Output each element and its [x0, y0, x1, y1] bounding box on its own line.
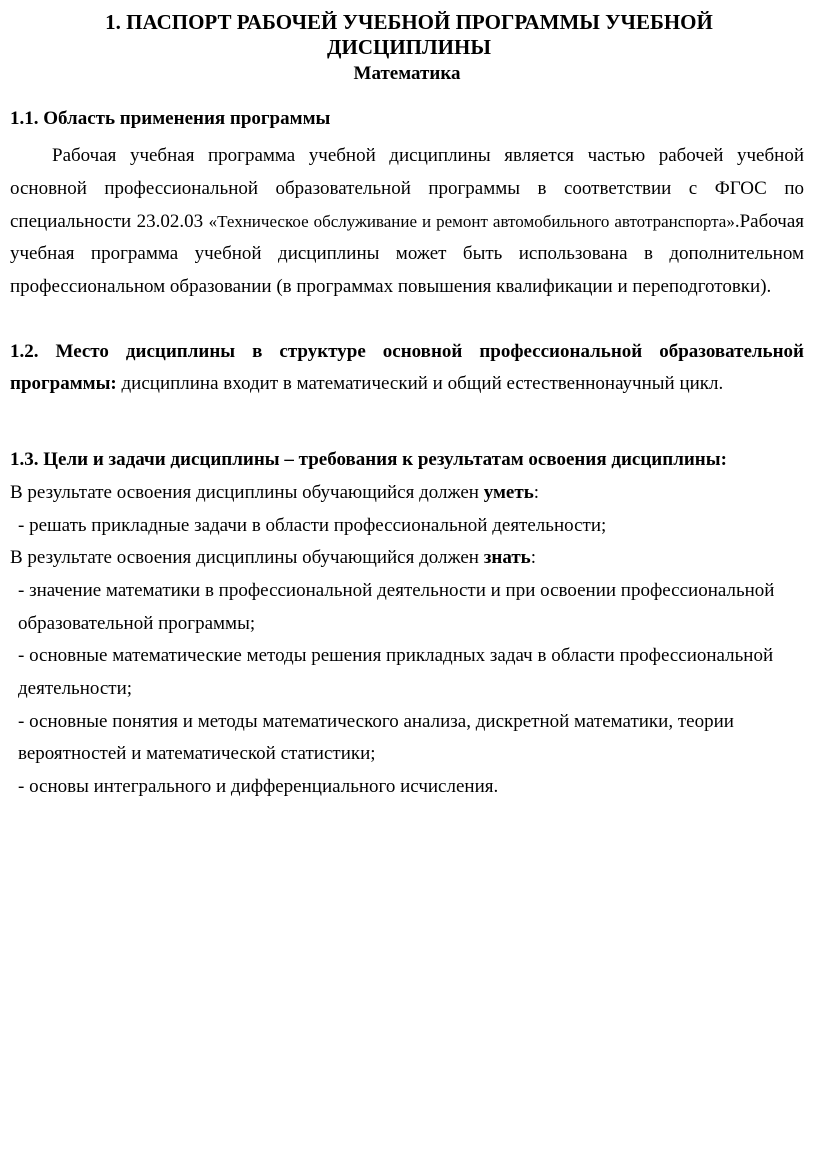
- znat-colon: :: [530, 547, 536, 569]
- list-item: - основные математические методы решения прикладных задач в области профессиональной деятельности;: [18, 645, 774, 699]
- list-item: - основы интегрального и дифференциального исчисления.: [18, 775, 499, 797]
- list-item: - основные понятия и методы математического анализа, дискретной математики, теории вероятностей и математической статистики;: [18, 710, 734, 765]
- s11-text-part-3: .Рабочая учебная программа учебной дисциплины может быть использована в дополнительном профессиональном образовании (в программах повышения квалификации и переподготовки).: [10, 210, 804, 297]
- s11-specialty-name: «Техническое обслуживание и ремонт автомобильного автотранспорта»: [208, 211, 735, 231]
- znat-prefix: В результате освоения дисциплины обучающийся должен: [10, 547, 484, 569]
- document-subtitle: Математика: [353, 62, 461, 84]
- znat-keyword: знать: [483, 547, 531, 569]
- list-item: - решать прикладные задачи в области профессиональной деятельности;: [18, 514, 607, 536]
- document-title: 1. ПАСПОРТ РАБОЧЕЙ УЧЕБНОЙ ПРОГРАММЫ УЧЕБНОЙ ДИСЦИПЛИНЫ: [105, 10, 713, 59]
- section-1-2-paragraph: [10, 336, 804, 401]
- s11-text-part-1: Рабочая учебная программа учебной дисциплины является частью рабочей учебной основной профессиональной образовательной программы в соответствии с ФГОС по специальности 23.02.03: [10, 145, 804, 232]
- umet-colon: :: [533, 481, 540, 503]
- list-item: - значение математики в профессиональной деятельности и при освоении профессиональной образовательной программы;: [18, 579, 775, 634]
- requirement-umet-line: [10, 477, 804, 510]
- section-1-2-text: дисциплина входит в математический и общий естественнонаучный цикл.: [116, 373, 724, 395]
- section-1-2-heading: 1.2. Место дисциплины в структуре основной профессиональной образовательной программы:: [10, 340, 804, 395]
- section-1-1-paragraph: [10, 140, 804, 303]
- section-1-3-body: [10, 477, 804, 804]
- spacer-after-1-1: [10, 304, 804, 326]
- requirement-znat-line: [10, 542, 804, 575]
- spacer-after-1-2: [10, 401, 804, 423]
- umet-keyword: уметь: [483, 481, 534, 503]
- section-1-3-heading: 1.3. Цели и задачи дисциплины – требования к результатам освоения дисциплины:: [10, 448, 727, 470]
- section-1-1-heading: 1.1. Область применения программы: [10, 108, 331, 130]
- umet-prefix: В результате освоения дисциплины обучающийся должен: [10, 481, 484, 503]
